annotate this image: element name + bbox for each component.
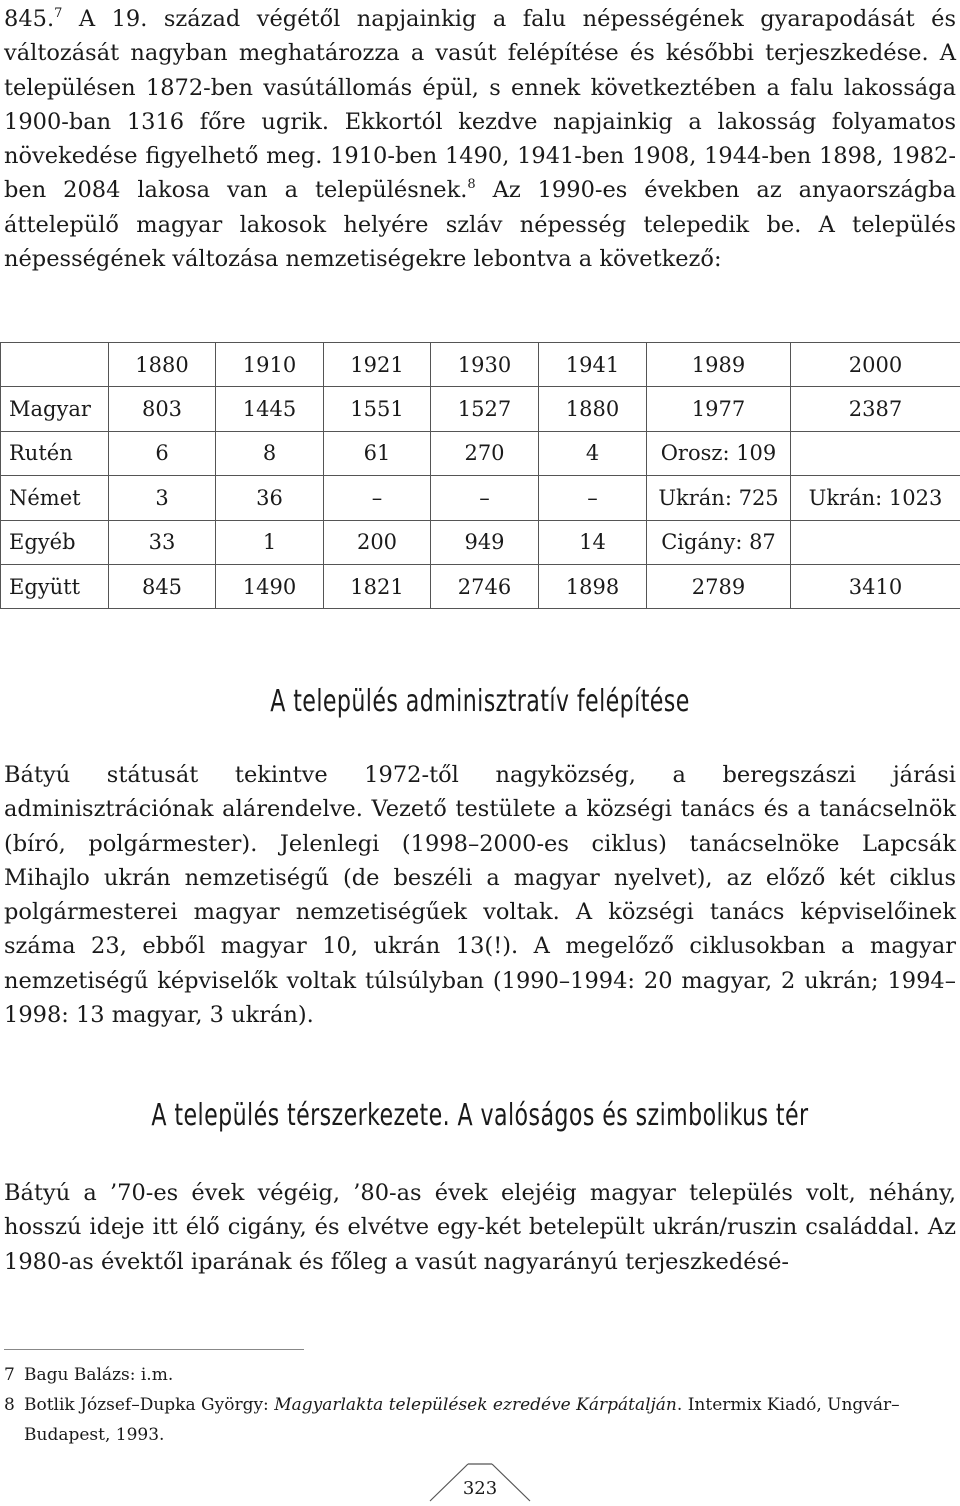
table-cell: 270 <box>431 431 539 475</box>
table-cell: 36 <box>216 476 324 520</box>
table-cell: – <box>324 476 431 520</box>
table-cell: 1977 <box>647 387 791 431</box>
table-header-cell: 1930 <box>431 343 539 387</box>
table-row <box>1 520 960 564</box>
table-cell: Ukrán: 1023 <box>791 476 960 520</box>
section-heading-spatial-structure: A település térszerkezete. A valóságos és szimbolikus tér <box>151 1098 809 1133</box>
row-label: Rutén <box>1 431 109 475</box>
table-header-cell: 1921 <box>324 343 431 387</box>
row-label: Magyar <box>1 387 109 431</box>
row-label: Együtt <box>1 564 109 608</box>
footnote-number: 7 <box>4 1365 15 1385</box>
footnote-authors: Botlik József–Dupka György: <box>24 1395 275 1415</box>
table-cell: 1880 <box>539 387 647 431</box>
table-cell: 1821 <box>324 564 431 608</box>
intro-text-middle: A 19. század végétől napjainkig a falu népességének gyarapodását és változását nagyban meghatározza a vasút felépítése és későbbi terjeszkedése. A településen 1872-ben vasútállomás épül, s ennek következtében a falu lakossága 1900-ban 1316 főre ugrik. Ekkortól kezdve napjainkig a lakosság folyamatos növekedése figyelhető meg. 1910-ben 1490, 1941-ben 1908, 1944-ben 1898, 1982-ben 2084 lakosa van a településnek. <box>4 6 956 204</box>
table-cell: 1898 <box>539 564 647 608</box>
footnote-book-title: Magyarlakta települések ezredéve Kárpátalján <box>274 1395 677 1415</box>
table-cell: 949 <box>431 520 539 564</box>
table-header-cell: 1910 <box>216 343 324 387</box>
footnote-publisher: . Intermix Kiadó, Ungvár–Budapest, 1993. <box>24 1395 900 1445</box>
table-cell: 1445 <box>216 387 324 431</box>
intro-paragraph <box>4 2 956 276</box>
footnote-text <box>24 1390 956 1450</box>
table-row <box>1 431 960 475</box>
administration-paragraph: Bátyú státusát tekintve 1972-től nagyközség, a beregszászi járási adminisztrációnak alárendelve. Vezető testülete a községi tanács és a tanácselnök (bíró, polgármester). Jelenlegi (1998–2000-es ciklus) tanácselnöke Lapcsák Mihajlo ukrán nemzetiségű (de beszéli a magyar nyelvet), az előző két ciklus polgármesterei magyar nemzetiségűek voltak. A községi tanács képviselőinek száma 23, ebből magyar 10, ukrán 13(!). A megelőző ciklusokban a magyar nemzetiségű képviselők voltak túlsúlyban (1990–1994: 20 magyar, 2 ukrán; 1994–1998: 13 magyar, 3 ukrán). <box>4 762 956 1029</box>
table-cell: – <box>539 476 647 520</box>
table-header-cell: 1880 <box>109 343 216 387</box>
footnote-divider <box>4 1349 304 1350</box>
footnotes <box>4 1360 956 1450</box>
table-cell: 845 <box>109 564 216 608</box>
population-table <box>0 342 960 609</box>
table-cell: 803 <box>109 387 216 431</box>
section-heading-administration: A település adminisztratív felépítése <box>270 684 690 719</box>
footnote-7 <box>4 1360 956 1390</box>
spatial-structure-paragraph: Bátyú a ’70-es évek végéig, ’80-as évek elejéig magyar település volt, néhány, hosszú ideje itt élő cigány, és elvétve egy-két betelepült ukrán/ruszin családdal. Az 1980-as évektől iparának és főleg a vasút nagyarányú terjeszkedésé- <box>4 1180 956 1275</box>
table-row <box>1 564 960 608</box>
table-cell: 1 <box>216 520 324 564</box>
row-label: Egyéb <box>1 520 109 564</box>
table-header-cell <box>1 343 109 387</box>
table-cell: 14 <box>539 520 647 564</box>
table-cell: Orosz: 109 <box>647 431 791 475</box>
table-cell: 200 <box>324 520 431 564</box>
table-header-cell: 2000 <box>791 343 960 387</box>
footnote-text: Bagu Balázs: i.m. <box>24 1365 174 1385</box>
table-cell: 1527 <box>431 387 539 431</box>
table-cell <box>791 520 960 564</box>
table-cell: 1551 <box>324 387 431 431</box>
table-cell <box>791 431 960 475</box>
table-row <box>1 387 960 431</box>
table-cell: – <box>431 476 539 520</box>
intro-text-end: Az 1990-es években az anyaországba áttelepülő magyar lakosok helyére szláv népesség telepedik be. A település népességének változása nemzetiségekre lebontva a következő: <box>4 177 956 273</box>
page-number-ornament <box>420 1460 540 1500</box>
row-label: Német <box>1 476 109 520</box>
footnote-number: 8 <box>4 1395 15 1415</box>
footnote-8 <box>4 1390 956 1450</box>
table-cell: Ukrán: 725 <box>647 476 791 520</box>
table-cell: 1490 <box>216 564 324 608</box>
table-cell: 3 <box>109 476 216 520</box>
table-cell: 61 <box>324 431 431 475</box>
table-header-cell: 1941 <box>539 343 647 387</box>
table-row <box>1 476 960 520</box>
footnote-ref-7[interactable]: 7 <box>54 6 63 21</box>
table-cell: 3410 <box>791 564 960 608</box>
table-cell: 8 <box>216 431 324 475</box>
table-cell: 6 <box>109 431 216 475</box>
intro-text-start: 845. <box>4 6 55 32</box>
table-cell: 2387 <box>791 387 960 431</box>
table-cell: 2746 <box>431 564 539 608</box>
table-cell: Cigány: 87 <box>647 520 791 564</box>
table-header-row <box>1 343 960 387</box>
table-cell: 33 <box>109 520 216 564</box>
table-cell: 4 <box>539 431 647 475</box>
page-number: 323 <box>462 1478 498 1499</box>
table-cell: 2789 <box>647 564 791 608</box>
table-header-cell: 1989 <box>647 343 791 387</box>
footnote-ref-8[interactable]: 8 <box>467 177 476 193</box>
